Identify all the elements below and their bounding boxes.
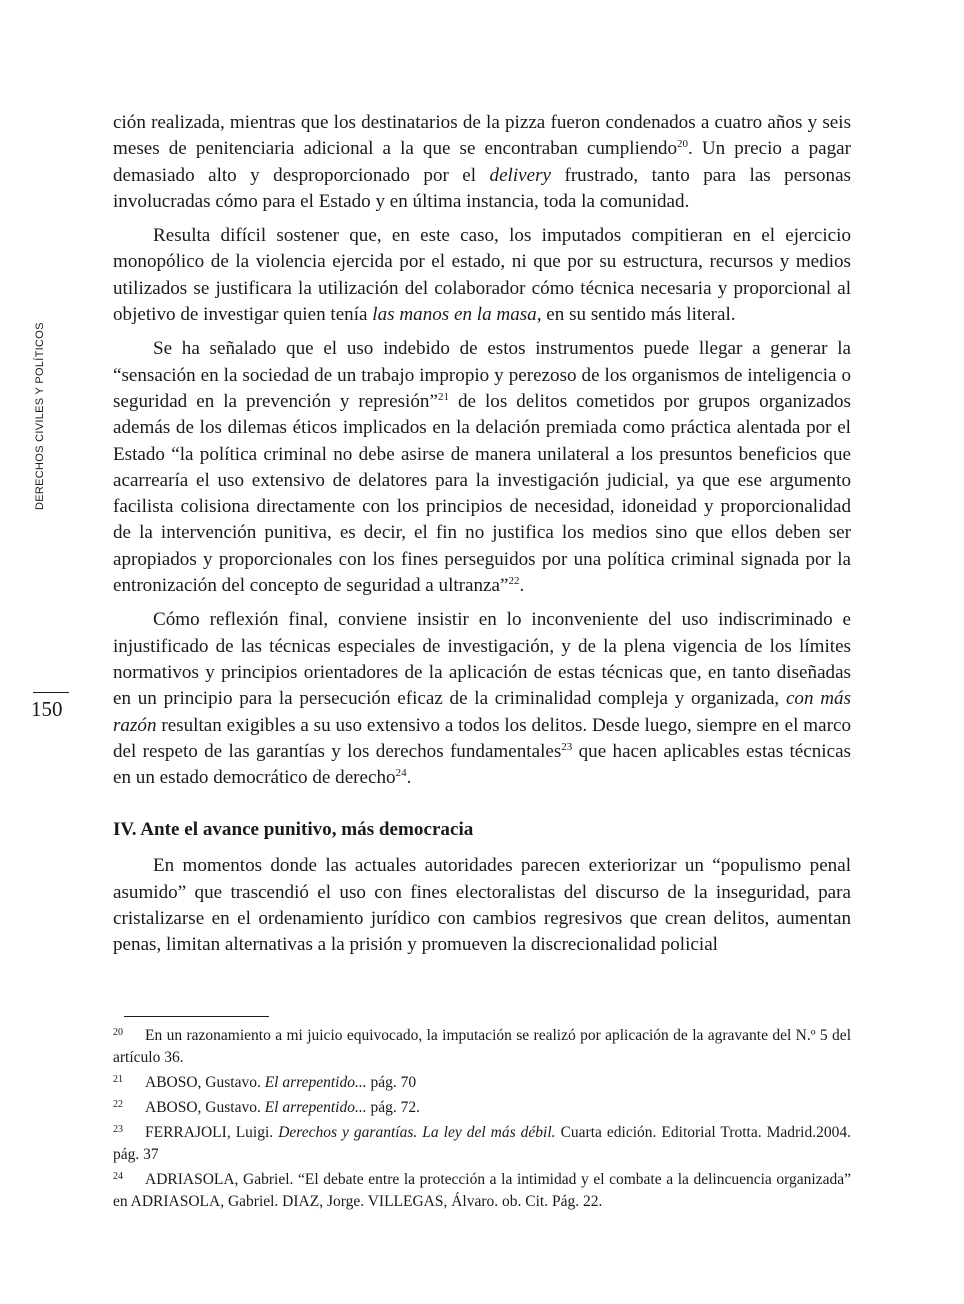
footnote-ref-22: 22 (508, 575, 520, 588)
paragraph-2: Resulta difícil sostener que, en este caso, los imputados compitieran en el ejercicio monopólico de la violencia ejercida por el estado, ni que por su estructura, recursos y medios utilizados se justificara la utilización del colaborador cómo técnica necesaria y proporcional al objetivo de investigar quien tenía las manos en la masa, en su sentido más literal. (113, 225, 851, 326)
footnote-24: 24 ADRIASOLA, Gabriel. “El debate entre la protección a la intimidad y el combate a la delincuencia organizada” en ADRIASOLA, Gabriel. DIAZ, Jorge. VILLEGAS, Álvaro. ob. Cit. Pág. 22. (113, 1171, 851, 1210)
main-text (113, 110, 851, 967)
paragraph-4: Cómo reflexión final, conviene insistir en lo inconveniente del uso indiscriminado e injustificado de las técnicas especiales de investigación, y de la plena vigencia de los límites normativos y principios orientadores de la aplicación de estas técnicas que, en tanto diseñadas en un principio para la persecución eficaz de la criminalidad compleja y organizada, con más razón resultan exigibles a su uso extensivo a todos los delitos. Desde luego, siempre en el marco del respeto de las garantías y los derechos fundamentales$^{23}$ que hacen aplicables estas técnicas en un estado democrático de derecho$^{24}$. (113, 609, 852, 789)
footnote-21: 21 ABOSO, Gustavo. El arrepentido... pág. 70 (113, 1074, 417, 1091)
paragraph-3: Se ha señalado que el uso indebido de estos instrumentos puede llegar a generar la “sensación en la sociedad de un trabajo impropio y perezoso de los organismos de inteligencia o seguridad en la prevención y represión”$^{21}$ de los delitos cometidos por grupos organizados además de los dilemas éticos implicados en la delación premiada como práctica alentada por el Estado “la política criminal no debe asirse de manera unilateral a los presuntos beneficios que acarrearía el uso extensivo de delatores para la investigación judicial, ya que ese argumento facilista colisiona directamente con los principios de necesidad, idoneidad y proporcionalidad de la intervención punitiva, es decir, el fin no justifica los medios sino que ellos deben ser apropiados y proporcionales con los fines perseguidos por una política criminal signada por la entronización del concepto de seguridad a ultranza”$^{22}$. (113, 338, 851, 597)
footnote-22: 22 ABOSO, Gustavo. El arrepentido... pág. 72. (113, 1099, 420, 1116)
footnote-ref-20: 20 (677, 138, 689, 151)
page-number: 150 (31, 697, 63, 721)
running-head: DERECHOS CIVILES Y POLÍTICOS (34, 322, 46, 510)
emphasis: delivery (489, 164, 552, 186)
footnote-20: 20 En un razonamiento a mi juicio equivocado, la imputación se realizó por aplicación de la agravante del N.º 5 del artículo 36. (113, 1027, 851, 1066)
footnote-ref-23: 23 (561, 740, 573, 753)
page-number-rule (33, 692, 69, 693)
paragraph-5: En momentos donde las actuales autoridades parecen exteriorizar un “populismo penal asumido” que trascendió el uso con fines electoralistas del discurso de la inseguridad, para cristalizarse en el ordenamiento jurídico con cambios regresivos que crean delitos, aumentan penas, limitan alternativas a la prisión y promueven la discrecionalidad policial (113, 855, 851, 956)
section-heading: IV. Ante el avance punitivo, más democracia (113, 819, 474, 841)
footnote-ref-21: 21 (437, 390, 449, 403)
emphasis: las manos en la masa, (372, 304, 542, 326)
emphasis: con más razón (113, 688, 852, 736)
footnotes (113, 1022, 851, 1213)
footnote-ref-24: 24 (395, 767, 407, 780)
footnote-23: 23 FERRAJOLI, Luigi. Derechos y garantías. La ley del más débil. Cuarta edición. Editorial Trotta. Madrid.2004. pág. 37 (113, 1124, 851, 1163)
footnote-separator (124, 1016, 269, 1017)
paragraph-1: ción realizada, mientras que los destinatarios de la pizza fueron condenados a cuatro años y seis meses de penitenciaria adicional a la que se encontraban cumpliendo$^{20}$. Un precio a pagar demasiado alto y desproporcionado por el delivery frustrado, tanto para las personas involucradas cómo para el Estado y en última instancia, toda la comunidad. (113, 112, 851, 212)
